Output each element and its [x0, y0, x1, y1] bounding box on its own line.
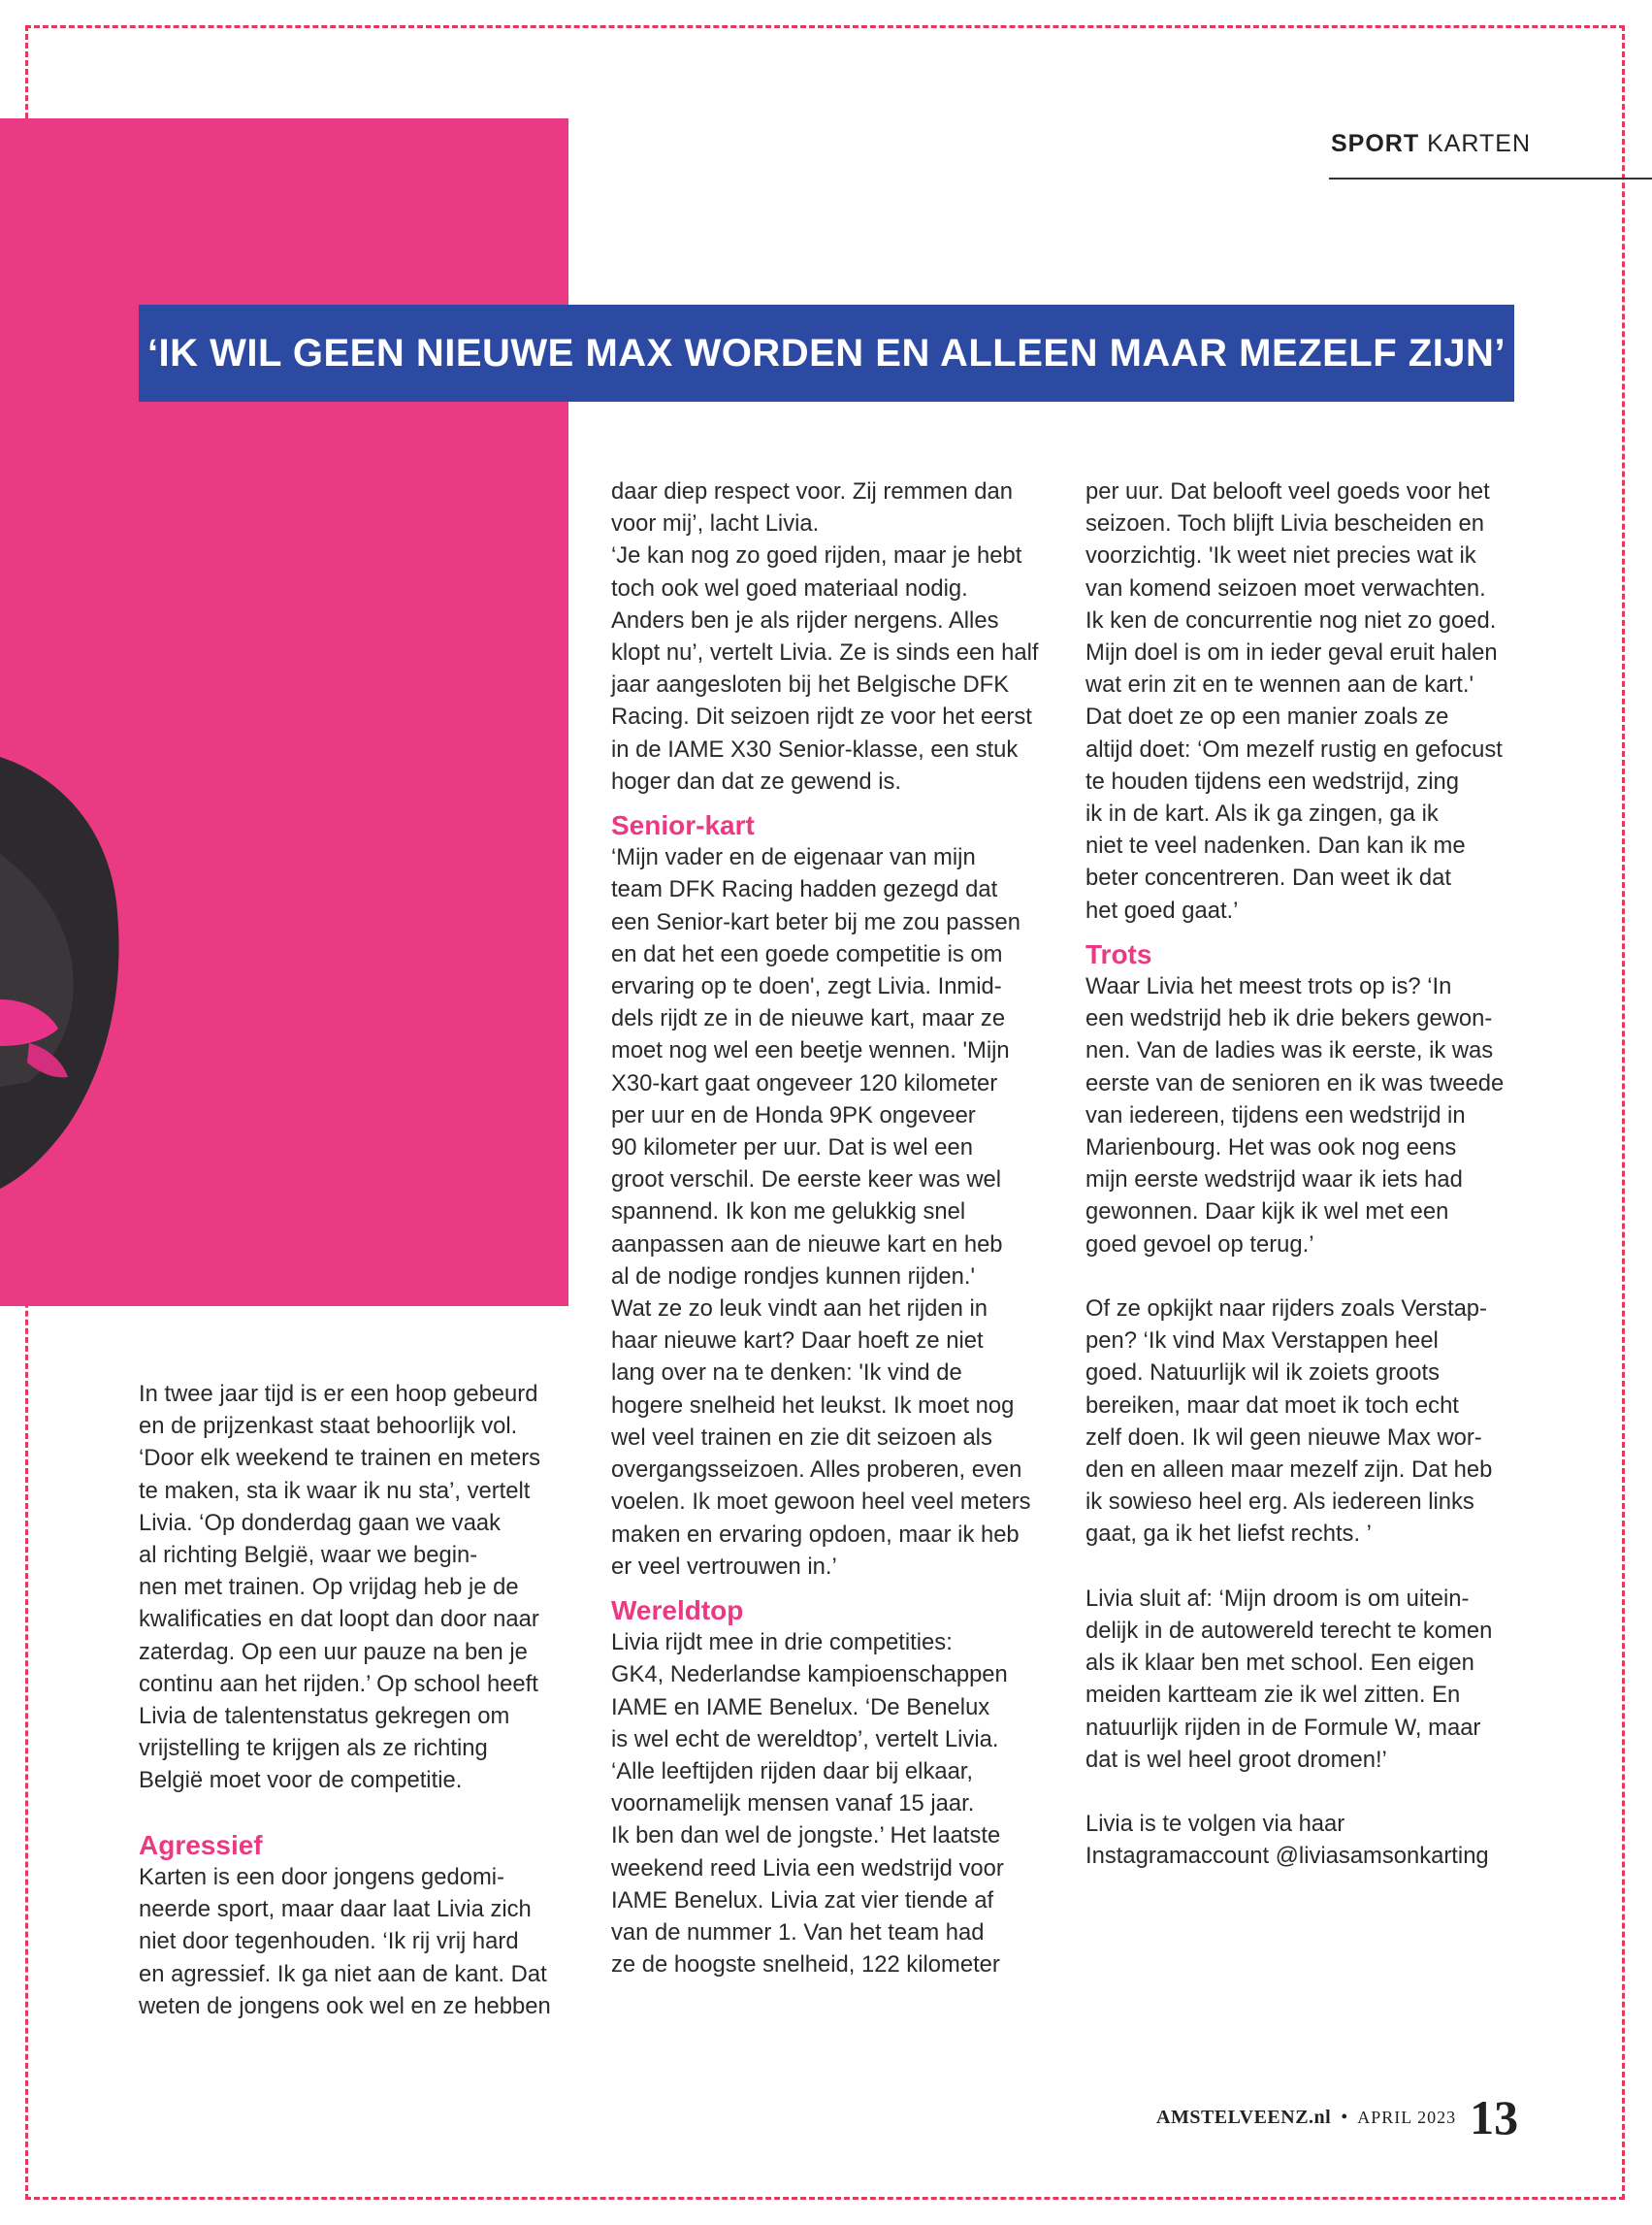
text-line: Livia is te volgen via haar	[1085, 1811, 1345, 1838]
text-line: In twee jaar tijd is er een hoop gebeurd	[139, 1381, 538, 1407]
heading-trots: Trots	[1085, 938, 1152, 969]
col3-body2	[1085, 1292, 1504, 1551]
text-line: mijn eerste wedstrijd waar ik iets had	[1085, 1166, 1463, 1194]
text-line: ‘Alle leeftijden rijden daar bij elkaar,	[611, 1757, 974, 1784]
headline-text: ‘IK WIL GEEN NIEUWE MAX WORDEN EN ALLEEN MAAR MEZELF ZIJN’	[146, 331, 1506, 375]
text-line: eerste van de senioren en ik was tweede	[1085, 1069, 1505, 1096]
text-line: en agressief. Ik ga niet aan de kant. Dat	[139, 1960, 547, 1987]
text-line: pen? ‘Ik vind Max Verstappen heel	[1085, 1327, 1439, 1355]
text-line: per uur en de Honda 9PK ongeveer	[611, 1101, 976, 1129]
col1-body	[139, 1861, 551, 2022]
text-line: ‘Mijn vader en de eigenaar van mijn	[611, 844, 976, 871]
text-line: Of ze opkijkt naar rijders zoals Verstap-	[1085, 1295, 1487, 1323]
footer-separator: •	[1341, 2106, 1348, 2128]
text-line: zaterdag. Op een uur pauze na ben je	[139, 1638, 528, 1665]
text-line: dels rijdt ze in de nieuwe kart, maar ze	[611, 1005, 1006, 1032]
text-line: daar diep respect voor. Zij remmen dan	[611, 478, 1014, 505]
text-line: voornamelijk mensen vanaf 15 jaar.	[611, 1790, 975, 1817]
text-line: Ik ben dan wel de jongste.’ Het laatste	[611, 1822, 1001, 1849]
text-line: Racing. Dit seizoen rijdt ze voor het eerst	[611, 703, 1032, 731]
text-line: overgangsseizoen. Alles proberen, even	[611, 1456, 1022, 1484]
section-rule	[1329, 178, 1652, 180]
text-line: neerde sport, maar daar laat Livia zich	[139, 1896, 532, 1923]
text-line: ik sowieso heel erg. Als iedereen links	[1085, 1489, 1474, 1516]
text-line: België moet voor de competitie.	[139, 1767, 463, 1794]
text-line: vrijstelling te krijgen als ze richting	[139, 1735, 488, 1762]
column-3	[1085, 475, 1504, 1873]
text-line: weten de jongens ook wel en ze hebben	[139, 1992, 551, 2019]
section-label-light: KARTEN	[1427, 130, 1532, 157]
col2-body1	[611, 841, 1038, 1583]
heading-wereldtop: Wereldtop	[611, 1594, 744, 1625]
text-line: voor mij’, lacht Livia.	[611, 510, 820, 538]
text-line: goed gevoel op terug.’	[1085, 1230, 1314, 1258]
text-line: seizoen. Toch blijft Livia bescheiden en	[1085, 510, 1484, 538]
text-line: Mijn doel is om in ieder geval eruit halen	[1085, 639, 1498, 667]
text-line: jaar aangesloten bij het Belgische DFK	[611, 671, 1010, 699]
text-line: klopt nu’, vertelt Livia. Ze is sinds een half	[611, 639, 1039, 667]
text-line: ervaring op te doen', zegt Livia. Inmid-	[611, 973, 1002, 1000]
text-line: maken en ervaring opdoen, maar ik heb	[611, 1521, 1020, 1548]
text-line: ‘Je kan nog zo goed rijden, maar je hebt	[611, 542, 1022, 570]
text-line: Dat doet ze op een manier zoals ze	[1085, 703, 1449, 731]
column-1	[139, 1378, 551, 2022]
text-line: bereiken, maar dat moet ik toch echt	[1085, 1391, 1459, 1419]
text-line: gewonnen. Daar kijk ik wel met een	[1085, 1198, 1449, 1226]
footer-brand: AMSTELVEENZ.nl	[1156, 2106, 1332, 2128]
page-number: 13	[1470, 2090, 1519, 2144]
text-line: continu aan het rijden.’ Op school heeft	[139, 1670, 538, 1697]
col2-intro	[611, 475, 1038, 798]
text-line: Waar Livia het meest trots op is? ‘In	[1085, 973, 1452, 1000]
text-line: het goed gaat.’	[1085, 897, 1239, 924]
text-line: groot verschil. De eerste keer was wel	[611, 1166, 1002, 1194]
text-line: en dat het een goede competitie is om	[611, 940, 1003, 967]
footer-issue: APRIL 2023	[1357, 2107, 1457, 2127]
text-line: zelf doen. Ik wil geen nieuwe Max wor-	[1085, 1423, 1482, 1451]
text-line: dat is wel heel groot dromen!’	[1085, 1746, 1387, 1773]
text-line: haar nieuwe kart? Daar hoeft ze niet	[611, 1327, 984, 1355]
text-line: Marienbourg. Het was ook nog eens	[1085, 1134, 1457, 1162]
col2-body2	[611, 1626, 1038, 1980]
text-line: al richting België, waar we begin-	[139, 1542, 478, 1569]
text-line: IAME Benelux. Livia zat vier tiende af	[611, 1886, 994, 1914]
text-line: altijd doet: ‘Om mezelf rustig en gefocust	[1085, 736, 1503, 763]
text-line: lang over na te denken: 'Ik vind de	[611, 1359, 962, 1387]
text-line: en de prijzenkast staat behoorlijk vol.	[139, 1413, 518, 1440]
text-line: meiden kartteam zie ik wel zitten. En	[1085, 1682, 1461, 1709]
text-line: ‘Door elk weekend te trainen en meters	[139, 1445, 541, 1472]
text-line: van de nummer 1. Van het team had	[611, 1918, 985, 1946]
text-line: ze de hoogste snelheid, 122 kilometer	[611, 1951, 1000, 1979]
text-line: wat erin zit en te wennen aan de kart.'	[1085, 671, 1474, 699]
text-line: toch ook wel goed materiaal nodig.	[611, 574, 968, 602]
text-line: weekend reed Livia een wedstrijd voor	[611, 1854, 1004, 1881]
text-line: Ik ken de concurrentie nog niet zo goed.	[1085, 606, 1497, 634]
text-line: IAME en IAME Benelux. ‘De Benelux	[611, 1693, 990, 1720]
text-line: Livia sluit af: ‘Mijn droom is om uitein-	[1085, 1585, 1470, 1612]
headline-banner	[139, 305, 1514, 402]
text-line: GK4, Nederlandse kampioenschappen	[611, 1661, 1008, 1688]
column-2	[611, 475, 1038, 1980]
text-line: voorzichtig. 'Ik weet niet precies wat ik	[1085, 542, 1476, 570]
heading-agressief: Agressief	[139, 1829, 263, 1860]
text-line: Wat ze zo leuk vindt aan het rijden in	[611, 1295, 988, 1323]
text-line: per uur. Dat belooft veel goeds voor het	[1085, 478, 1490, 505]
heading-senior-kart: Senior-kart	[611, 810, 755, 841]
text-line: Instagramaccount @liviasamsonkarting	[1085, 1843, 1489, 1870]
text-line: van iedereen, tijdens een wedstrijd in	[1085, 1101, 1466, 1129]
text-line: hoger dan dat ze gewend is.	[611, 768, 901, 795]
text-line: in de IAME X30 Senior-klasse, een stuk	[611, 736, 1019, 763]
text-line: Livia rijdt mee in drie competities:	[611, 1629, 953, 1656]
text-line: Livia. ‘Op donderdag gaan we vaak	[139, 1509, 502, 1536]
text-line: kwalificaties en dat loopt dan door naar	[139, 1606, 539, 1633]
text-line: te houden tijdens een wedstrijd, zing	[1085, 768, 1459, 795]
text-line: natuurlijk rijden in de Formule W, maar	[1085, 1714, 1481, 1741]
col1-intro	[139, 1378, 551, 1797]
text-line: Anders ben je als rijder nergens. Alles	[611, 606, 999, 634]
text-line: niet door tegenhouden. ‘Ik rij vrij hard	[139, 1928, 519, 1955]
text-line: ik in de kart. Als ik ga zingen, ga ik	[1085, 801, 1439, 828]
col3-body1	[1085, 970, 1504, 1260]
text-line: den en alleen maar mezelf zijn. Dat heb	[1085, 1456, 1493, 1484]
text-line: voelen. Ik moet gewoon heel veel meters	[611, 1489, 1031, 1516]
text-line: is wel echt de wereldtop’, vertelt Livia.	[611, 1725, 999, 1752]
text-line: Livia de talentenstatus gekregen om	[139, 1703, 510, 1730]
text-line: een wedstrijd heb ik drie bekers gewon-	[1085, 1005, 1493, 1032]
text-line: nen met trainen. Op vrijdag heb je de	[139, 1574, 519, 1601]
text-line: gaat, ga ik het liefst rechts. ’	[1085, 1521, 1372, 1548]
text-line: team DFK Racing hadden gezegd dat	[611, 876, 998, 903]
text-line: hogere snelheid het leukst. Ik moet nog	[611, 1391, 1015, 1419]
text-line: als ik klaar ben met school. Een eigen	[1085, 1650, 1474, 1677]
text-line: er veel vertrouwen in.’	[611, 1553, 837, 1580]
text-line: beter concentreren. Dan weet ik dat	[1085, 865, 1451, 892]
text-line: spannend. Ik kon me gelukkig snel	[611, 1198, 966, 1226]
section-label-bold: SPORT	[1331, 130, 1420, 157]
col3-body3	[1085, 1583, 1504, 1776]
text-line: X30-kart gaat ongeveer 120 kilometer	[611, 1069, 998, 1096]
text-line: te maken, sta ik waar ik nu sta’, vertelt	[139, 1477, 531, 1504]
text-line: aanpassen aan de nieuwe kart en heb	[611, 1230, 1003, 1258]
text-line: van komend seizoen moet verwachten.	[1085, 574, 1486, 602]
text-line: moet nog wel een beetje wennen. 'Mijn	[611, 1037, 1010, 1064]
text-line: nen. Van de ladies was ik eerste, ik was	[1085, 1037, 1494, 1064]
kart-driver-photo	[0, 737, 155, 1194]
text-line: delijk in de autowereld terecht te komen	[1085, 1618, 1493, 1645]
text-line: niet te veel nadenken. Dan kan ik me	[1085, 833, 1466, 860]
col3-intro	[1085, 475, 1504, 927]
text-line: wel veel trainen en zie dit seizoen als	[611, 1423, 992, 1451]
page-footer	[1156, 2088, 1518, 2146]
text-line: 90 kilometer per uur. Dat is wel een	[611, 1134, 973, 1162]
text-line: een Senior-kart beter bij me zou passen	[611, 908, 1020, 935]
text-line: Karten is een door jongens gedomi-	[139, 1864, 505, 1891]
col3-body4	[1085, 1808, 1504, 1872]
text-line: al de nodige rondjes kunnen rijden.'	[611, 1262, 975, 1290]
section-label	[1331, 130, 1531, 158]
text-line: goed. Natuurlijk wil ik zoiets groots	[1085, 1359, 1441, 1387]
